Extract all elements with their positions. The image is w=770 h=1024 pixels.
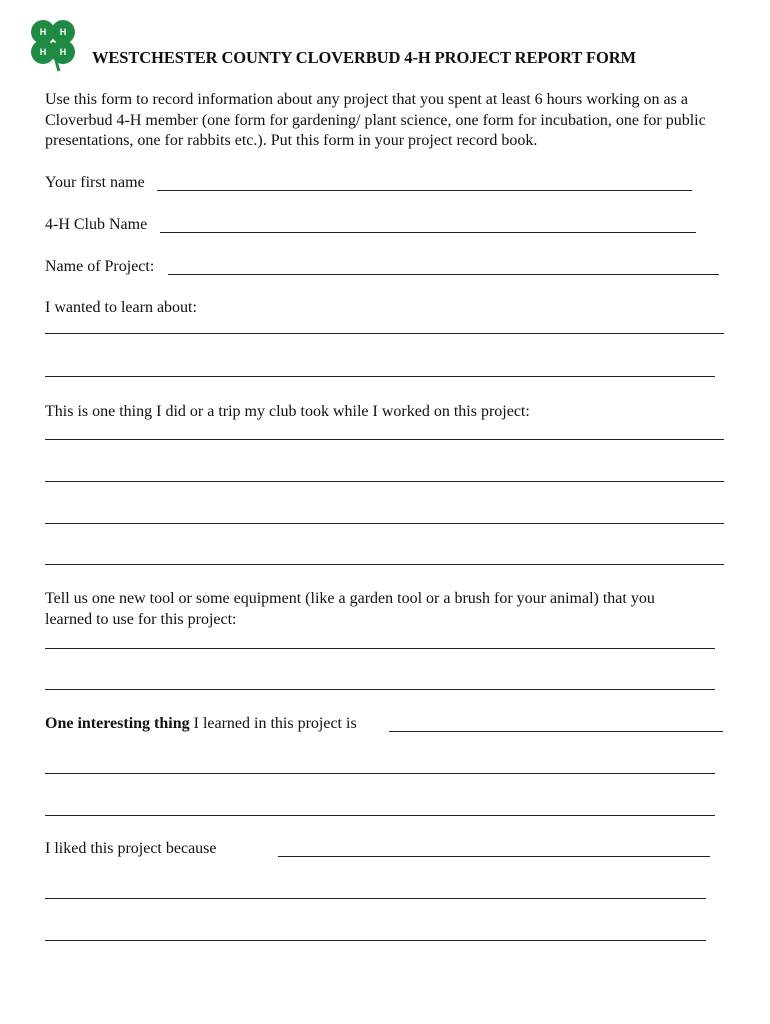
svg-text:H: H	[59, 27, 67, 37]
trip-line-3[interactable]	[45, 523, 724, 524]
learn-about-label: I wanted to learn about:	[45, 299, 197, 316]
trip-label: This is one thing I did or a trip my club took while I worked on this project:	[45, 403, 530, 420]
interesting-label	[45, 715, 357, 733]
club-name-label: 4-H Club Name	[45, 216, 148, 233]
club-name-field[interactable]	[160, 232, 696, 233]
four-leaf-clover-icon	[26, 15, 80, 75]
form-title: WESTCHESTER COUNTY CLOVERBUD 4-H PROJECT REPORT FORM	[92, 48, 636, 67]
liked-line-2[interactable]	[45, 898, 706, 899]
interesting-field[interactable]	[389, 731, 723, 732]
tool-line-1[interactable]	[45, 648, 715, 649]
interesting-line-3[interactable]	[45, 815, 715, 816]
svg-text:H: H	[39, 27, 47, 37]
liked-label: I liked this project because	[45, 840, 217, 857]
trip-line-4[interactable]	[45, 564, 724, 565]
intro-paragraph: Use this form to record information about any project that you spent at least 6 hours working on as a Cloverbud 4-H member (one form for gardening/ plant science, one form for incubation, one for public presentations, one for rabbits etc.). Put this form in your project record book.	[45, 91, 706, 149]
svg-text:H: H	[39, 47, 47, 57]
learn-about-line-2[interactable]	[45, 376, 715, 377]
first-name-label: Your first name	[45, 174, 145, 191]
svg-text:H: H	[59, 47, 67, 57]
project-name-field[interactable]	[168, 274, 719, 275]
interesting-line-2[interactable]	[45, 773, 715, 774]
tool-line-2[interactable]	[45, 689, 715, 690]
interesting-label-bold: One interesting thing	[45, 715, 190, 732]
trip-line-1[interactable]	[45, 439, 724, 440]
learn-about-line-1[interactable]	[45, 333, 724, 334]
liked-line-3[interactable]	[45, 940, 706, 941]
first-name-field[interactable]	[157, 190, 692, 191]
trip-line-2[interactable]	[45, 481, 724, 482]
liked-field[interactable]	[278, 856, 710, 857]
interesting-label-rest: I learned in this project is	[189, 715, 357, 732]
project-name-label: Name of Project:	[45, 258, 155, 275]
tool-label-line-2: learned to use for this project:	[45, 611, 237, 628]
tool-label-line-1: Tell us one new tool or some equipment (like a garden tool or a brush for your animal) that you	[45, 590, 655, 607]
